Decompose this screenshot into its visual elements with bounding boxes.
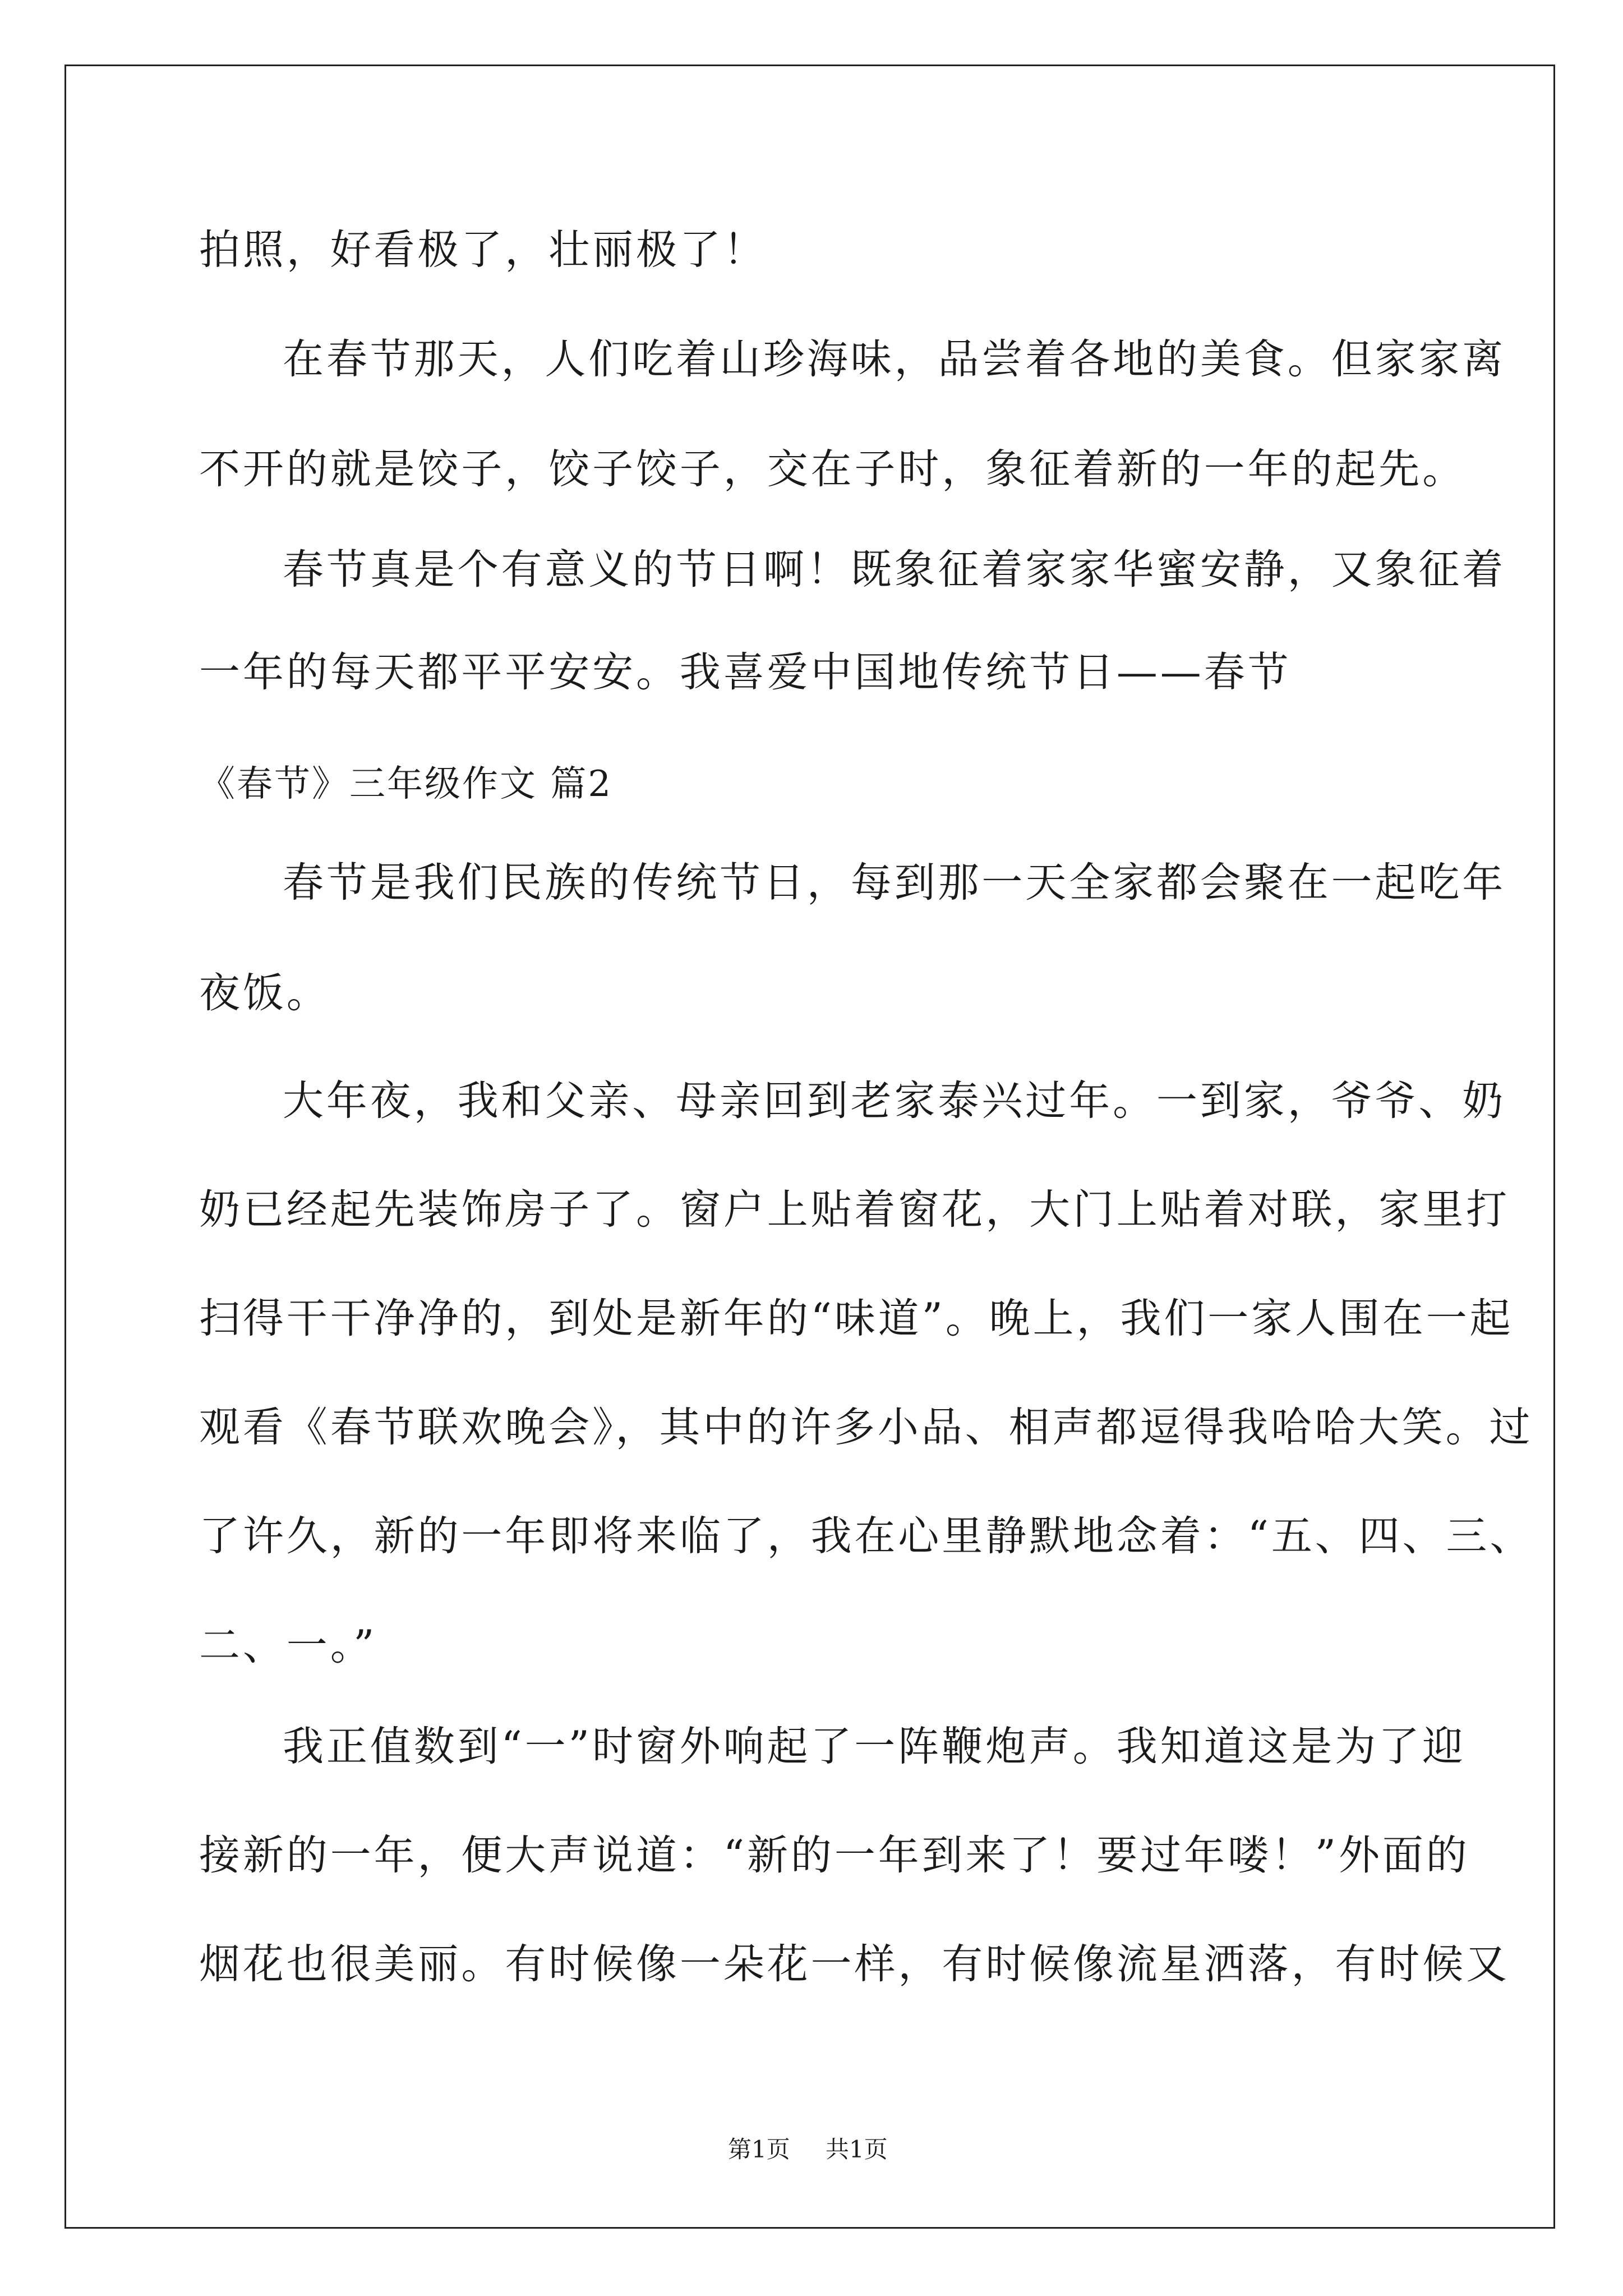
section-heading: 《春节》三年级作文 篇2	[199, 763, 613, 805]
paragraph-line: 一年的每天都平平安安。我喜爱中国地传统节日——春节	[199, 648, 1292, 696]
paragraph-line: 春节真是个有意义的节日啊！既象征着家家华蜜安静，又象征着	[283, 546, 1506, 593]
page-border	[64, 65, 1555, 2229]
paragraph-line: 接新的一年，便大声说道：“新的一年到来了！要过年喽！”外面的	[199, 1832, 1470, 1879]
paragraph-line: 扫得干干净净的，到处是新年的“味道”。晚上，我们一家人围在一起	[199, 1295, 1514, 1342]
paragraph-line: 不开的就是饺子，饺子饺子，交在子时，象征着新的一年的起先。	[199, 445, 1467, 493]
paragraph-line: 奶已经起先装饰房子了。窗户上贴着窗花，大门上贴着对联，家里打	[199, 1186, 1510, 1234]
paragraph-line: 大年夜，我和父亲、母亲回到老家泰兴过年。一到家，爷爷、奶	[283, 1077, 1506, 1125]
page-number: 第1页	[728, 2136, 790, 2163]
paragraph-line: 烟花也很美丽。有时候像一朵花一样，有时候像流星洒落，有时候又	[199, 1940, 1510, 1988]
paragraph-line: 在春节那天，人们吃着山珍海味，品尝着各地的美食。但家家离	[283, 335, 1506, 383]
paragraph-line: 拍照，好看极了，壮丽极了！	[199, 226, 767, 274]
paragraph-line: 二、一。”	[199, 1622, 377, 1669]
paragraph-line: 观看《春节联欢晚会》，其中的许多小品、相声都逗得我哈哈大笑。过	[199, 1404, 1533, 1451]
paragraph-line: 了许久，新的一年即将来临了，我在心里静默地念着：“五、四、三、	[199, 1512, 1534, 1560]
paragraph-line: 我正值数到“一”时窗外响起了一阵鞭炮声。我知道这是为了迎	[283, 1723, 1466, 1770]
paragraph-line: 春节是我们民族的传统节日，每到那一天全家都会聚在一起吃年	[283, 859, 1506, 907]
paragraph-line: 夜饭。	[199, 969, 330, 1017]
page-total: 共1页	[826, 2136, 888, 2163]
